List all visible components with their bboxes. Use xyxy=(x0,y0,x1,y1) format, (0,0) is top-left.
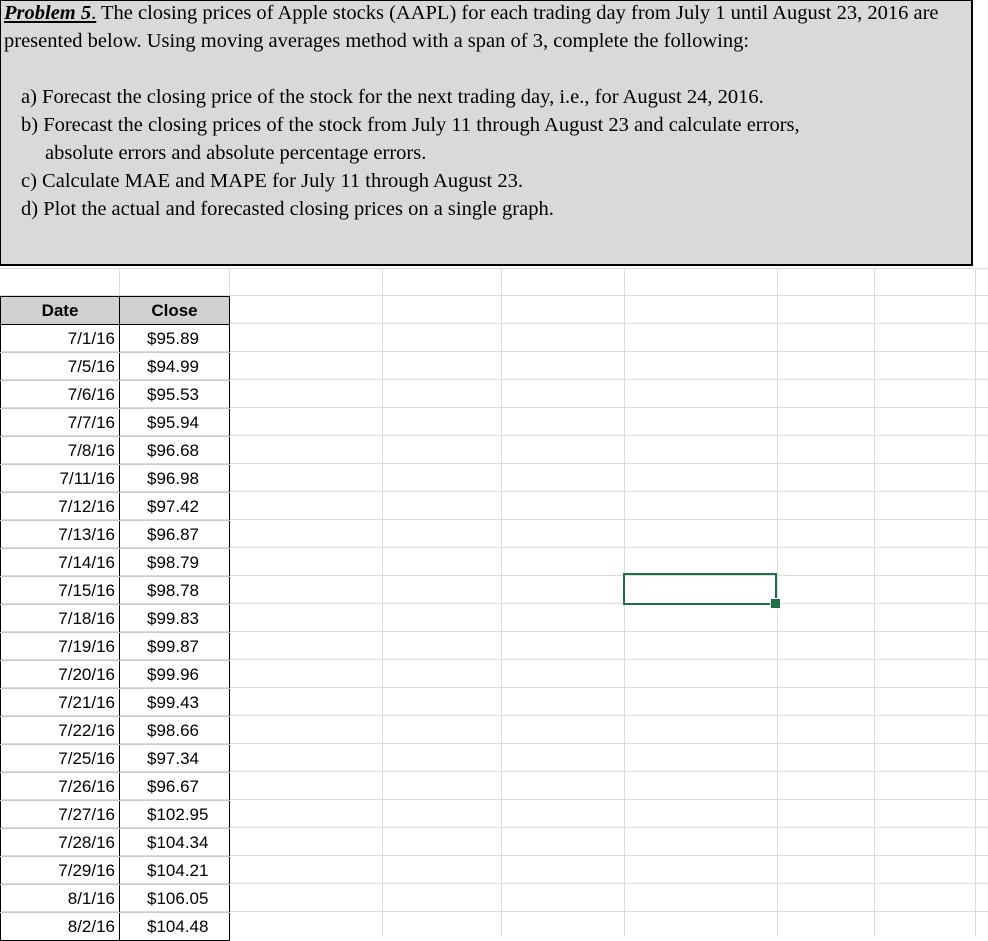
selected-cell[interactable] xyxy=(623,573,777,605)
table-row xyxy=(1,773,230,801)
close-cell[interactable]: $98.66 xyxy=(120,717,230,745)
date-cell[interactable]: 7/7/16 xyxy=(1,409,120,437)
problem-label-separator: . xyxy=(91,2,97,24)
price-table xyxy=(0,296,230,941)
table-row xyxy=(1,521,230,549)
table-row xyxy=(1,325,230,353)
problem-item-a xyxy=(21,83,951,111)
close-cell[interactable]: $99.96 xyxy=(120,661,230,689)
problem-item-b xyxy=(21,111,951,167)
table-row xyxy=(1,745,230,773)
table-header-row xyxy=(1,297,230,325)
close-cell[interactable]: $96.68 xyxy=(120,437,230,465)
date-cell[interactable]: 7/22/16 xyxy=(1,717,120,745)
close-cell[interactable]: $95.89 xyxy=(120,325,230,353)
date-cell[interactable]: 7/12/16 xyxy=(1,493,120,521)
close-cell[interactable]: $97.42 xyxy=(120,493,230,521)
close-cell[interactable]: $96.87 xyxy=(120,521,230,549)
close-cell[interactable]: $98.79 xyxy=(120,549,230,577)
problem-label: Problem 5 xyxy=(4,2,92,24)
fill-handle[interactable] xyxy=(770,598,781,609)
table-row xyxy=(1,493,230,521)
table-row xyxy=(1,801,230,829)
date-cell[interactable]: 8/2/16 xyxy=(1,913,120,941)
table-row xyxy=(1,661,230,689)
problem-item-text: b) Forecast the closing prices of the stock from July 11 through August 23 and calculate errors, xyxy=(21,114,800,136)
close-cell[interactable]: $106.05 xyxy=(120,885,230,913)
close-cell[interactable]: $95.53 xyxy=(120,381,230,409)
table-row xyxy=(1,829,230,857)
date-cell[interactable]: 7/1/16 xyxy=(1,325,120,353)
problem-item-d xyxy=(21,195,951,223)
date-cell[interactable]: 7/19/16 xyxy=(1,633,120,661)
table-row xyxy=(1,465,230,493)
table-row xyxy=(1,689,230,717)
date-cell[interactable]: 8/1/16 xyxy=(1,885,120,913)
table-row xyxy=(1,353,230,381)
date-cell[interactable]: 7/27/16 xyxy=(1,801,120,829)
close-cell[interactable]: $96.67 xyxy=(120,773,230,801)
problem-item-continuation: absolute errors and absolute percentage errors. xyxy=(45,142,427,164)
date-cell[interactable]: 7/11/16 xyxy=(1,465,120,493)
table-row xyxy=(1,381,230,409)
table-row xyxy=(1,857,230,885)
date-cell[interactable]: 7/8/16 xyxy=(1,437,120,465)
table-row xyxy=(1,549,230,577)
close-cell[interactable]: $96.98 xyxy=(120,465,230,493)
close-cell[interactable]: $99.83 xyxy=(120,605,230,633)
date-cell[interactable]: 7/15/16 xyxy=(1,577,120,605)
problem-text-box[interactable] xyxy=(0,0,973,266)
date-cell[interactable]: 7/14/16 xyxy=(1,549,120,577)
date-cell[interactable]: 7/29/16 xyxy=(1,857,120,885)
table-row xyxy=(1,605,230,633)
table-row xyxy=(1,913,230,941)
date-cell[interactable]: 7/26/16 xyxy=(1,773,120,801)
date-cell[interactable]: 7/5/16 xyxy=(1,353,120,381)
close-cell[interactable]: $104.21 xyxy=(120,857,230,885)
date-cell[interactable]: 7/18/16 xyxy=(1,605,120,633)
table-row xyxy=(1,885,230,913)
close-cell[interactable]: $104.34 xyxy=(120,829,230,857)
table-row xyxy=(1,633,230,661)
problem-item-text: d) Plot the actual and forecasted closing prices on a single graph. xyxy=(21,198,554,220)
table-row xyxy=(1,409,230,437)
close-cell[interactable]: $99.87 xyxy=(120,633,230,661)
table-row xyxy=(1,437,230,465)
grid-line xyxy=(382,268,383,936)
problem-intro xyxy=(4,0,964,55)
grid-line xyxy=(501,268,502,936)
grid-line xyxy=(874,268,875,936)
close-cell[interactable]: $95.94 xyxy=(120,409,230,437)
close-header-cell[interactable]: Close xyxy=(120,297,230,325)
close-cell[interactable]: $104.48 xyxy=(120,913,230,941)
table-row xyxy=(1,577,230,605)
close-cell[interactable]: $102.95 xyxy=(120,801,230,829)
problem-item-text: c) Calculate MAE and MAPE for July 11 through August 23. xyxy=(21,170,523,192)
date-cell[interactable]: 7/21/16 xyxy=(1,689,120,717)
date-cell[interactable]: 7/13/16 xyxy=(1,521,120,549)
table-row xyxy=(1,717,230,745)
grid-line xyxy=(975,268,976,936)
date-cell[interactable]: 7/28/16 xyxy=(1,829,120,857)
close-cell[interactable]: $99.43 xyxy=(120,689,230,717)
problem-item-text: a) Forecast the closing price of the stock for the next trading day, i.e., for August 24, 2016. xyxy=(21,86,764,108)
problem-intro-text: The closing prices of Apple stocks (AAPL) for each trading day from July 1 until August 23, 2016 are presented below. Using moving averages method with a span of 3, complete the following: xyxy=(4,2,939,52)
problem-item-c xyxy=(21,167,951,195)
grid-line xyxy=(0,268,988,269)
date-cell[interactable]: 7/6/16 xyxy=(1,381,120,409)
close-cell[interactable]: $98.78 xyxy=(120,577,230,605)
date-header-cell[interactable]: Date xyxy=(1,297,120,325)
date-cell[interactable]: 7/20/16 xyxy=(1,661,120,689)
close-cell[interactable]: $97.34 xyxy=(120,745,230,773)
date-cell[interactable]: 7/25/16 xyxy=(1,745,120,773)
close-cell[interactable]: $94.99 xyxy=(120,353,230,381)
